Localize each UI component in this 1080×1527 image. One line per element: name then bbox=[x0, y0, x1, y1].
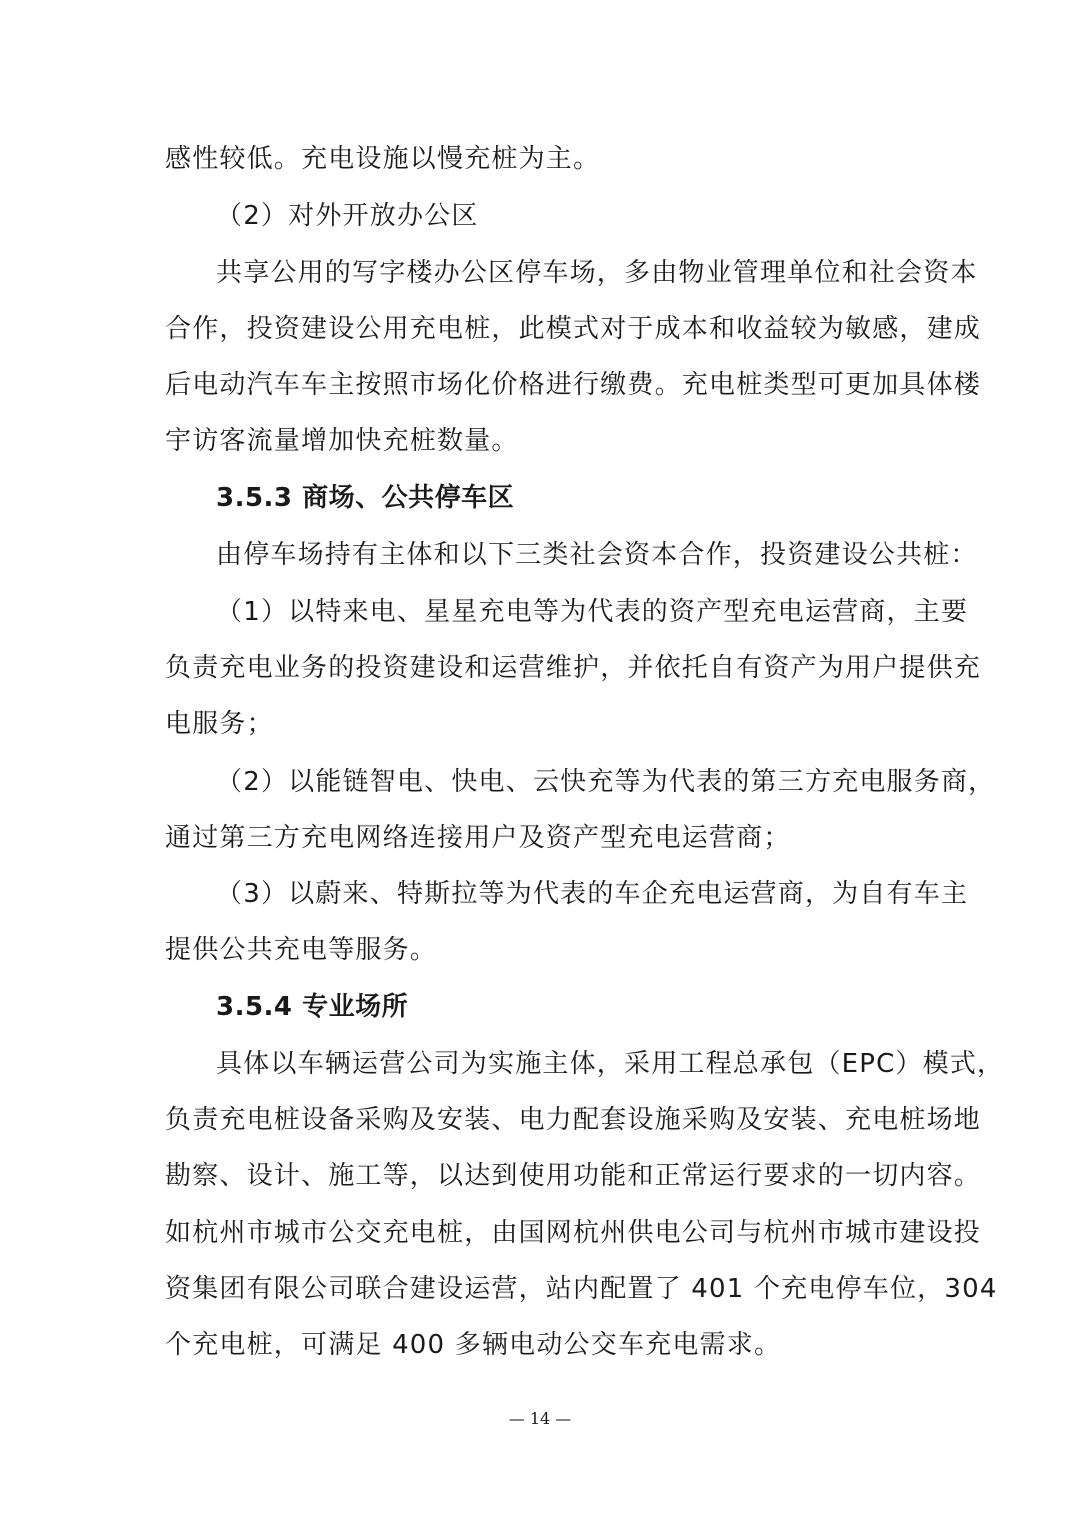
list-item-line: 提供公共充电等服务。 bbox=[165, 935, 438, 965]
paragraph-line: 宇访客流量增加快充桩数量。 bbox=[165, 426, 519, 456]
paragraph-line: 勘察、设计、施工等，以达到使用功能和正常运行要求的一切内容。 bbox=[165, 1161, 982, 1191]
paragraph-line: 负责充电桩设备采购及安装、电力配套设施采购及安装、充电桩场地 bbox=[165, 1105, 982, 1135]
subsection-heading: （2）对外开放办公区 bbox=[216, 201, 479, 231]
list-item-line: （3）以蔚来、特斯拉等为代表的车企充电运营商，为自有车主 bbox=[216, 879, 969, 909]
section-heading: 3.5.4 专业场所 bbox=[216, 992, 409, 1022]
page-number: — 14 — bbox=[508, 1409, 572, 1428]
list-item-line: （2）以能链智电、快电、云快充等为代表的第三方充电服务商， bbox=[216, 767, 996, 797]
paragraph-line: 具体以车辆运营公司为实施主体，采用工程总承包（EPC）模式， bbox=[216, 1049, 1005, 1079]
list-item-line: 负责充电业务的投资建设和运营维护，并依托自有资产为用户提供充 bbox=[165, 653, 982, 683]
list-item-line: （1）以特来电、星星充电等为代表的资产型充电运营商，主要 bbox=[216, 597, 969, 627]
paragraph-line: 如杭州市城市公交充电桩，由国网杭州供电公司与杭州市城市建设投 bbox=[165, 1218, 982, 1248]
paragraph-line: 由停车场持有主体和以下三类社会资本合作，投资建设公共桩： bbox=[216, 540, 978, 570]
list-item-line: 通过第三方充电网络连接用户及资产型充电运营商； bbox=[165, 823, 791, 853]
list-item-line: 电服务； bbox=[165, 709, 274, 739]
paragraph-line: 共享公用的写字楼办公区停车场，多由物业管理单位和社会资本 bbox=[216, 258, 978, 288]
section-heading: 3.5.3 商场、公共停车区 bbox=[216, 483, 515, 513]
paragraph-line: 后电动汽车车主按照市场化价格进行缴费。充电桩类型可更加具体楼 bbox=[165, 370, 982, 400]
paragraph-line: 感性较低。充电设施以慢充桩为主。 bbox=[165, 144, 601, 174]
paragraph-line: 个充电桩，可满足 400 多辆电动公交车充电需求。 bbox=[165, 1330, 782, 1360]
paragraph-line: 资集团有限公司联合建设运营，站内配置了 401 个充电停车位，304 bbox=[165, 1274, 998, 1304]
paragraph-line: 合作，投资建设公用充电桩，此模式对于成本和收益较为敏感，建成 bbox=[165, 314, 982, 344]
